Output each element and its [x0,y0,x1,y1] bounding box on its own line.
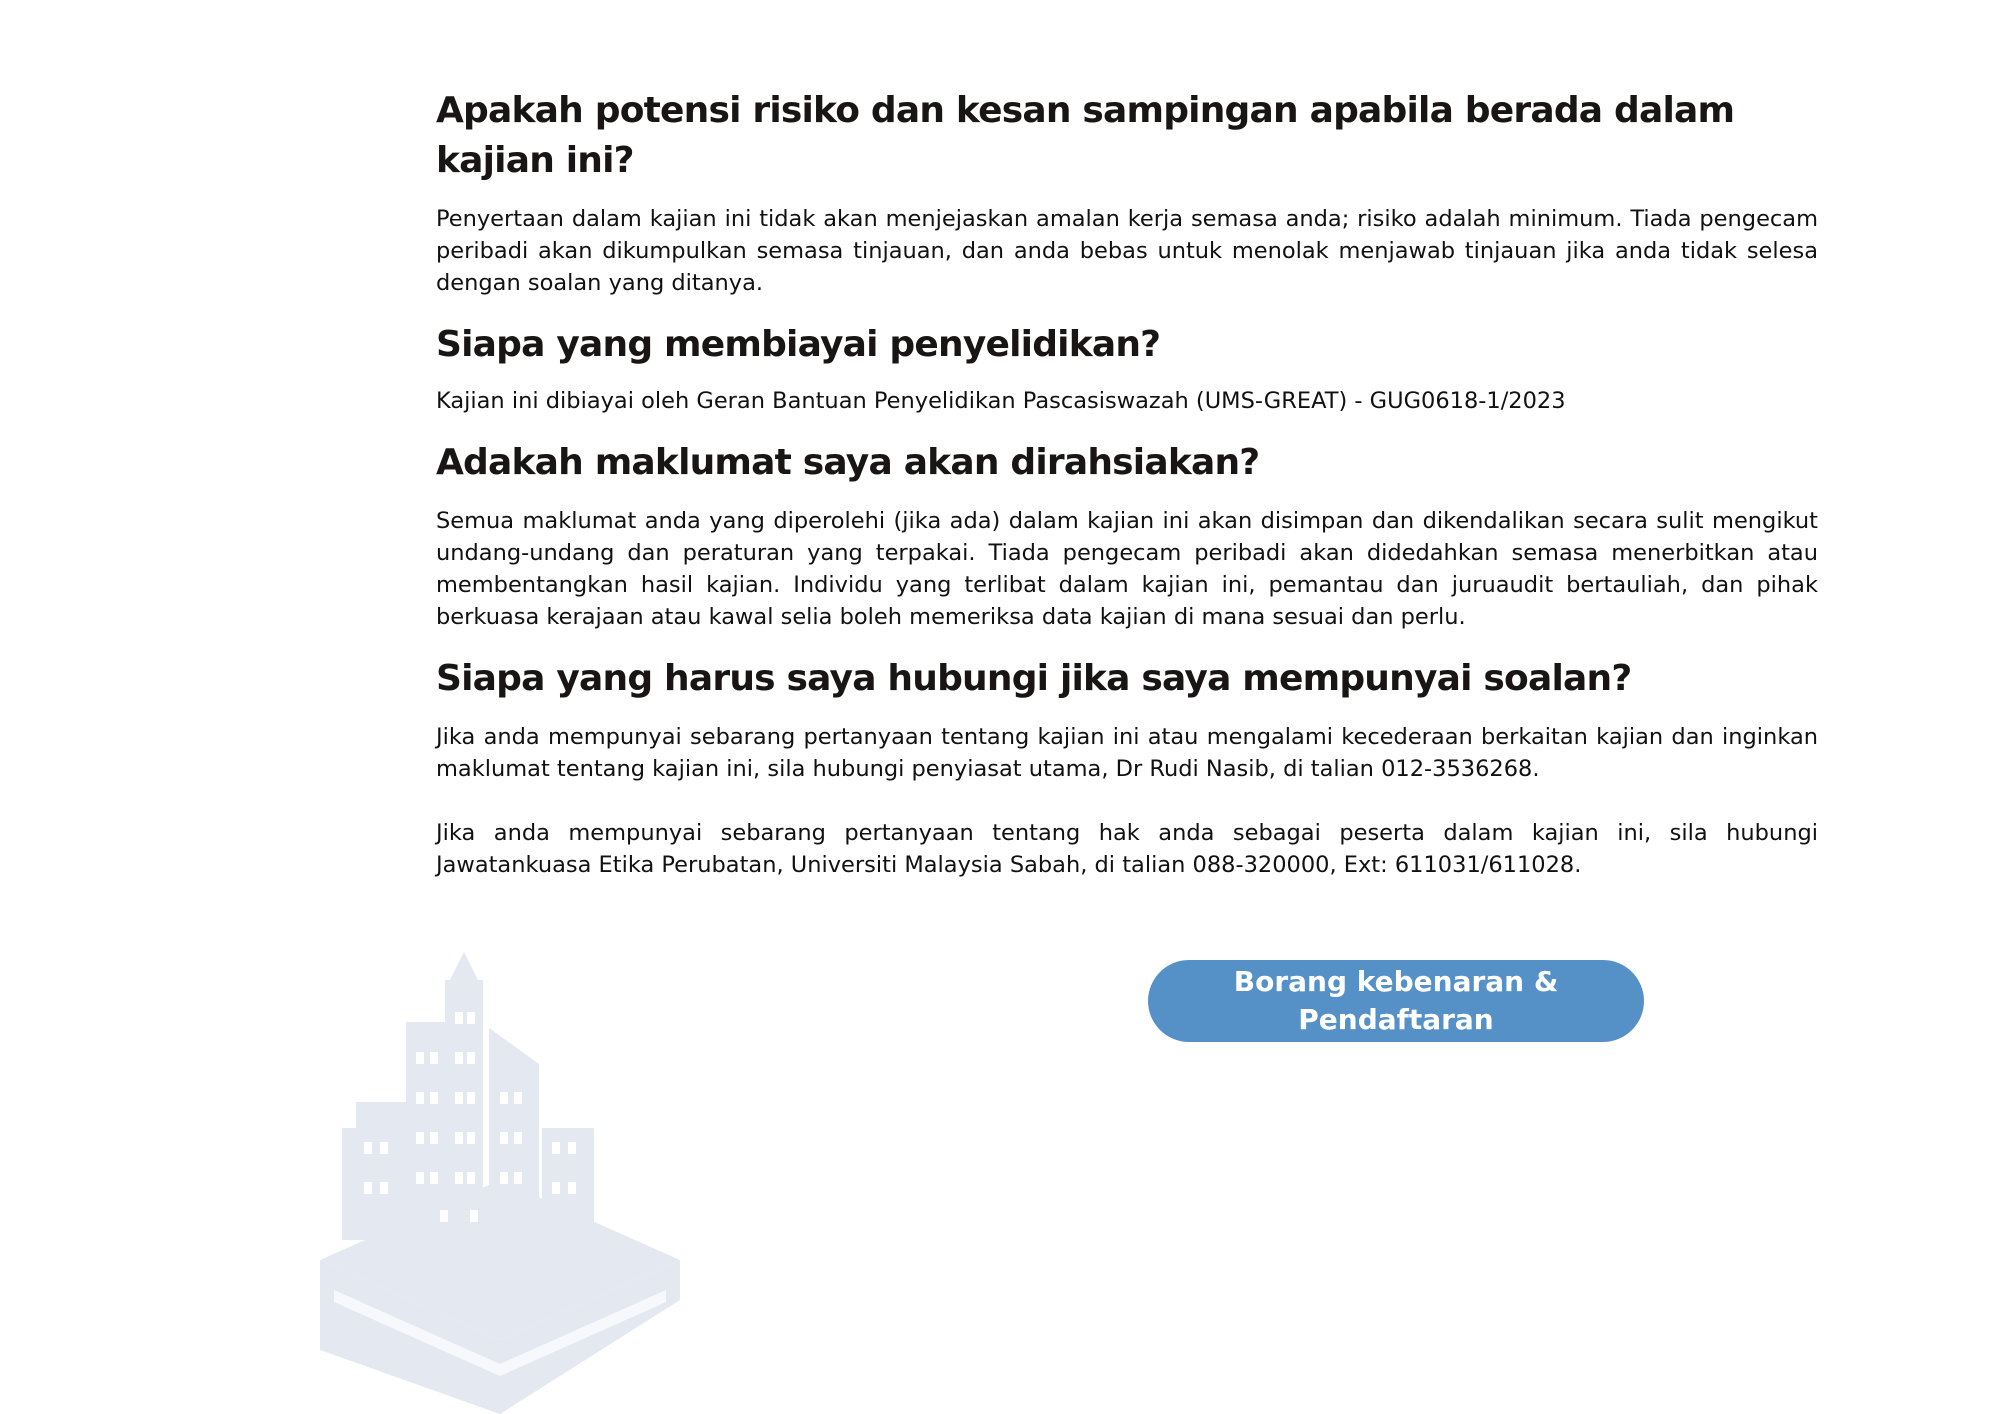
section-title-risks: Apakah potensi risiko dan kesan sampingan apabila berada dalam kajian ini? [436,90,1735,181]
section-body-funding: Kajian ini dibiayai oleh Geran Bantuan Penyelidikan Pascasiswazah (UMS-GREAT) - GUG0618-1/2023 [436,388,1566,414]
section-title-confidentiality: Adakah maklumat saya akan dirahsiakan? [436,442,1260,483]
city-book-icon [320,930,680,1414]
section-body-risks: Penyertaan dalam kajian ini tidak akan menjejaskan amalan kerja semasa anda; risiko adalah minimum. Tiada pengecam peribadi akan dikumpulkan semasa tinjauan, dan anda bebas untuk menolak menjawab tinjauan jika anda tidak selesa dengan soalan yang ditanya. [436,206,1818,296]
section-title-contact: Siapa yang harus saya hubungi jika saya mempunyai soalan? [436,658,1632,699]
section-body-confidentiality: Semua maklumat anda yang diperolehi (jika ada) dalam kajian ini akan disimpan dan dikendalikan secara sulit mengikut undang-undang dan peraturan yang terpakai. Tiada pengecam peribadi akan didedahkan semasa menerbitkan atau membentangkan hasil kajian. Individu yang terlibat dalam kajian ini, pemantau dan juruaudit bertauliah, dan pihak berkuasa kerajaan atau kawal selia boleh memeriksa data kajian di mana sesuai dan perlu. [436,508,1818,630]
consent-registration-button[interactable]: Borang kebenaran & Pendaftaran [1148,960,1644,1042]
section-body-contact-ethics: Jika anda mempunyai sebarang pertanyaan tentang hak anda sebagai peserta dalam kajian ini, sila hubungi Jawatankuasa Etika Perubatan, Universiti Malaysia Sabah, di talian 088-320000, Ext: 611031/611028. [436,820,1818,878]
info-content [436,86,1818,881]
section-body-contact-investigator: Jika anda mempunyai sebarang pertanyaan tentang kajian ini atau mengalami kecederaan berkaitan kajian dan inginkan maklumat tentang kajian ini, sila hubungi penyiasat utama, Dr Rudi Nasib, di talian 012-3536268. [436,724,1818,782]
section-title-funding: Siapa yang membiayai penyelidikan? [436,324,1161,365]
